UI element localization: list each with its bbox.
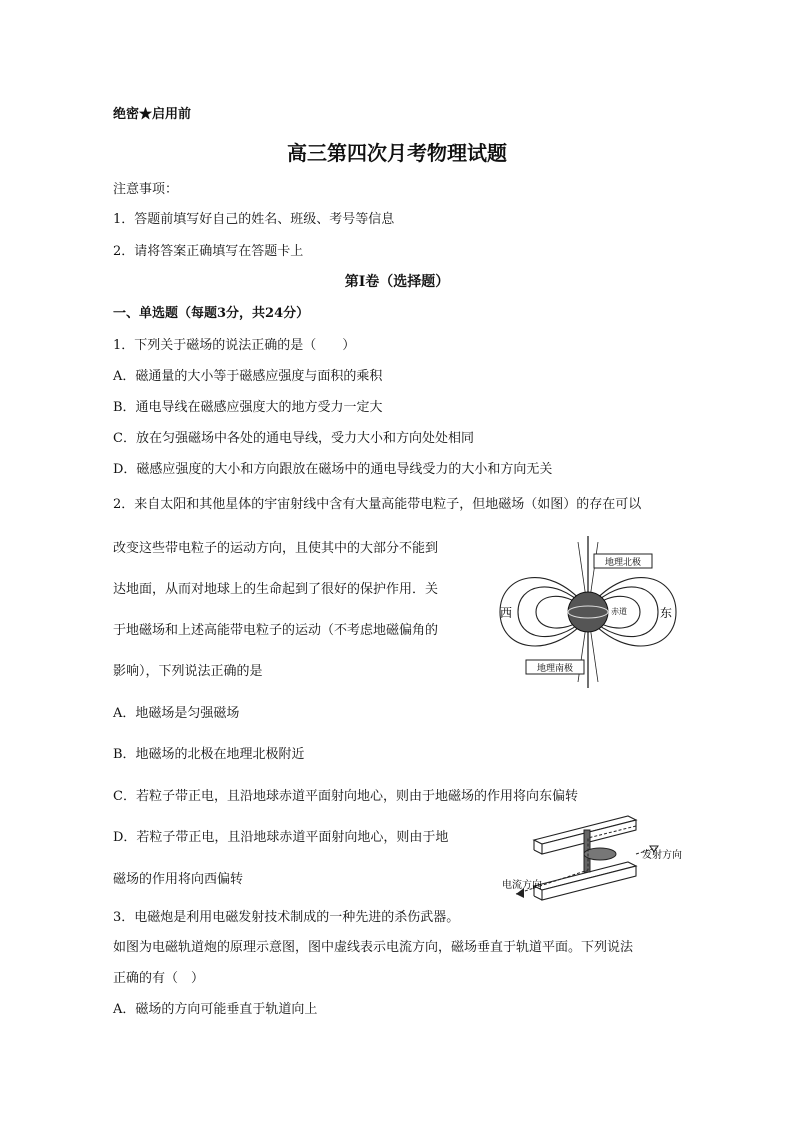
q1-option-d: D．磁感应强度的大小和方向跟放在磁场中的通电导线受力的大小和方向无关 [113,462,553,477]
question-2-stem: 改变这些带电粒子的运动方向，且使其中的大部分不能到 [113,541,439,556]
question-1-stem: 1．下列关于磁场的说法正确的是（ ） [113,338,356,353]
q2-option-a: A．地磁场是匀强磁场 [113,706,240,721]
question-2-stem: 影响），下列说法正确的是 [113,664,263,679]
notes-heading: 注意事项： [113,182,179,197]
q2-option-b: B．地磁场的北极在地理北极附近 [113,747,305,762]
north-pole-label: 地理北极 [604,558,642,568]
equator-label: 赤道 [611,607,627,616]
earth-icon [568,592,608,632]
launch-direction-label: 发射方向 [642,850,682,861]
railgun-figure [496,808,698,912]
east-label: 东 [659,606,673,620]
earth-magnetic-field-figure [488,532,688,692]
west-label: 西 [499,606,513,620]
q1-option-b: B．通电导线在磁感应强度大的地方受力一定大 [113,400,383,415]
question-3-stem: 如图为电磁轨道炮的原理示意图，图中虚线表示电流方向，磁场垂直于轨道平面。下列说法 [113,940,634,955]
q2-option-d: D．若粒子带正电，且沿地球赤道平面射向地心，则由于地 [113,830,449,845]
q1-option-a: A．磁通量的大小等于磁感应强度与面积的乘积 [113,369,383,384]
question-2-stem: 2．来自太阳和其他星体的宇宙射线中含有大量高能带电粒子，但地磁场（如图）的存在可以 [113,497,642,512]
note-item: 1．答题前填写好自己的姓名、班级、考号等信息 [113,212,395,227]
q2-option-c: C．若粒子带正电，且沿地球赤道平面射向地心，则由于地磁场的作用将向东偏转 [113,789,578,804]
question-2-stem: 于地磁场和上述高能带电粒子的运动（不考虑地磁偏角的 [113,623,439,638]
note-item: 2．请将答案正确填写在答题卡上 [113,244,304,259]
projectile [584,848,616,860]
q2-option-d-cont: 磁场的作用将向西偏转 [113,872,244,887]
secret-label: 绝密★启用前 [113,107,192,122]
page-title: 高三第四次月考物理试题 [287,141,507,165]
question-2-stem: 达地面，从而对地球上的生命起到了很好的保护作用．关 [113,582,439,597]
q3-option-a: A．磁场的方向可能垂直于轨道向上 [113,1002,318,1017]
question-3-stem: 正确的有（ ） [113,971,205,986]
section-title: 第I卷（选择题） [344,274,450,290]
current-direction-label: 电流方向 [502,880,542,891]
part-heading: 一、单选题（每题3分，共24分） [113,306,310,321]
q1-option-c: C．放在匀强磁场中各处的通电导线，受力大小和方向处处相同 [113,431,474,446]
question-3-stem: 3．电磁炮是利用电磁发射技术制成的一种先进的杀伤武器。 [113,910,460,925]
south-pole-label: 地理南极 [536,664,574,674]
